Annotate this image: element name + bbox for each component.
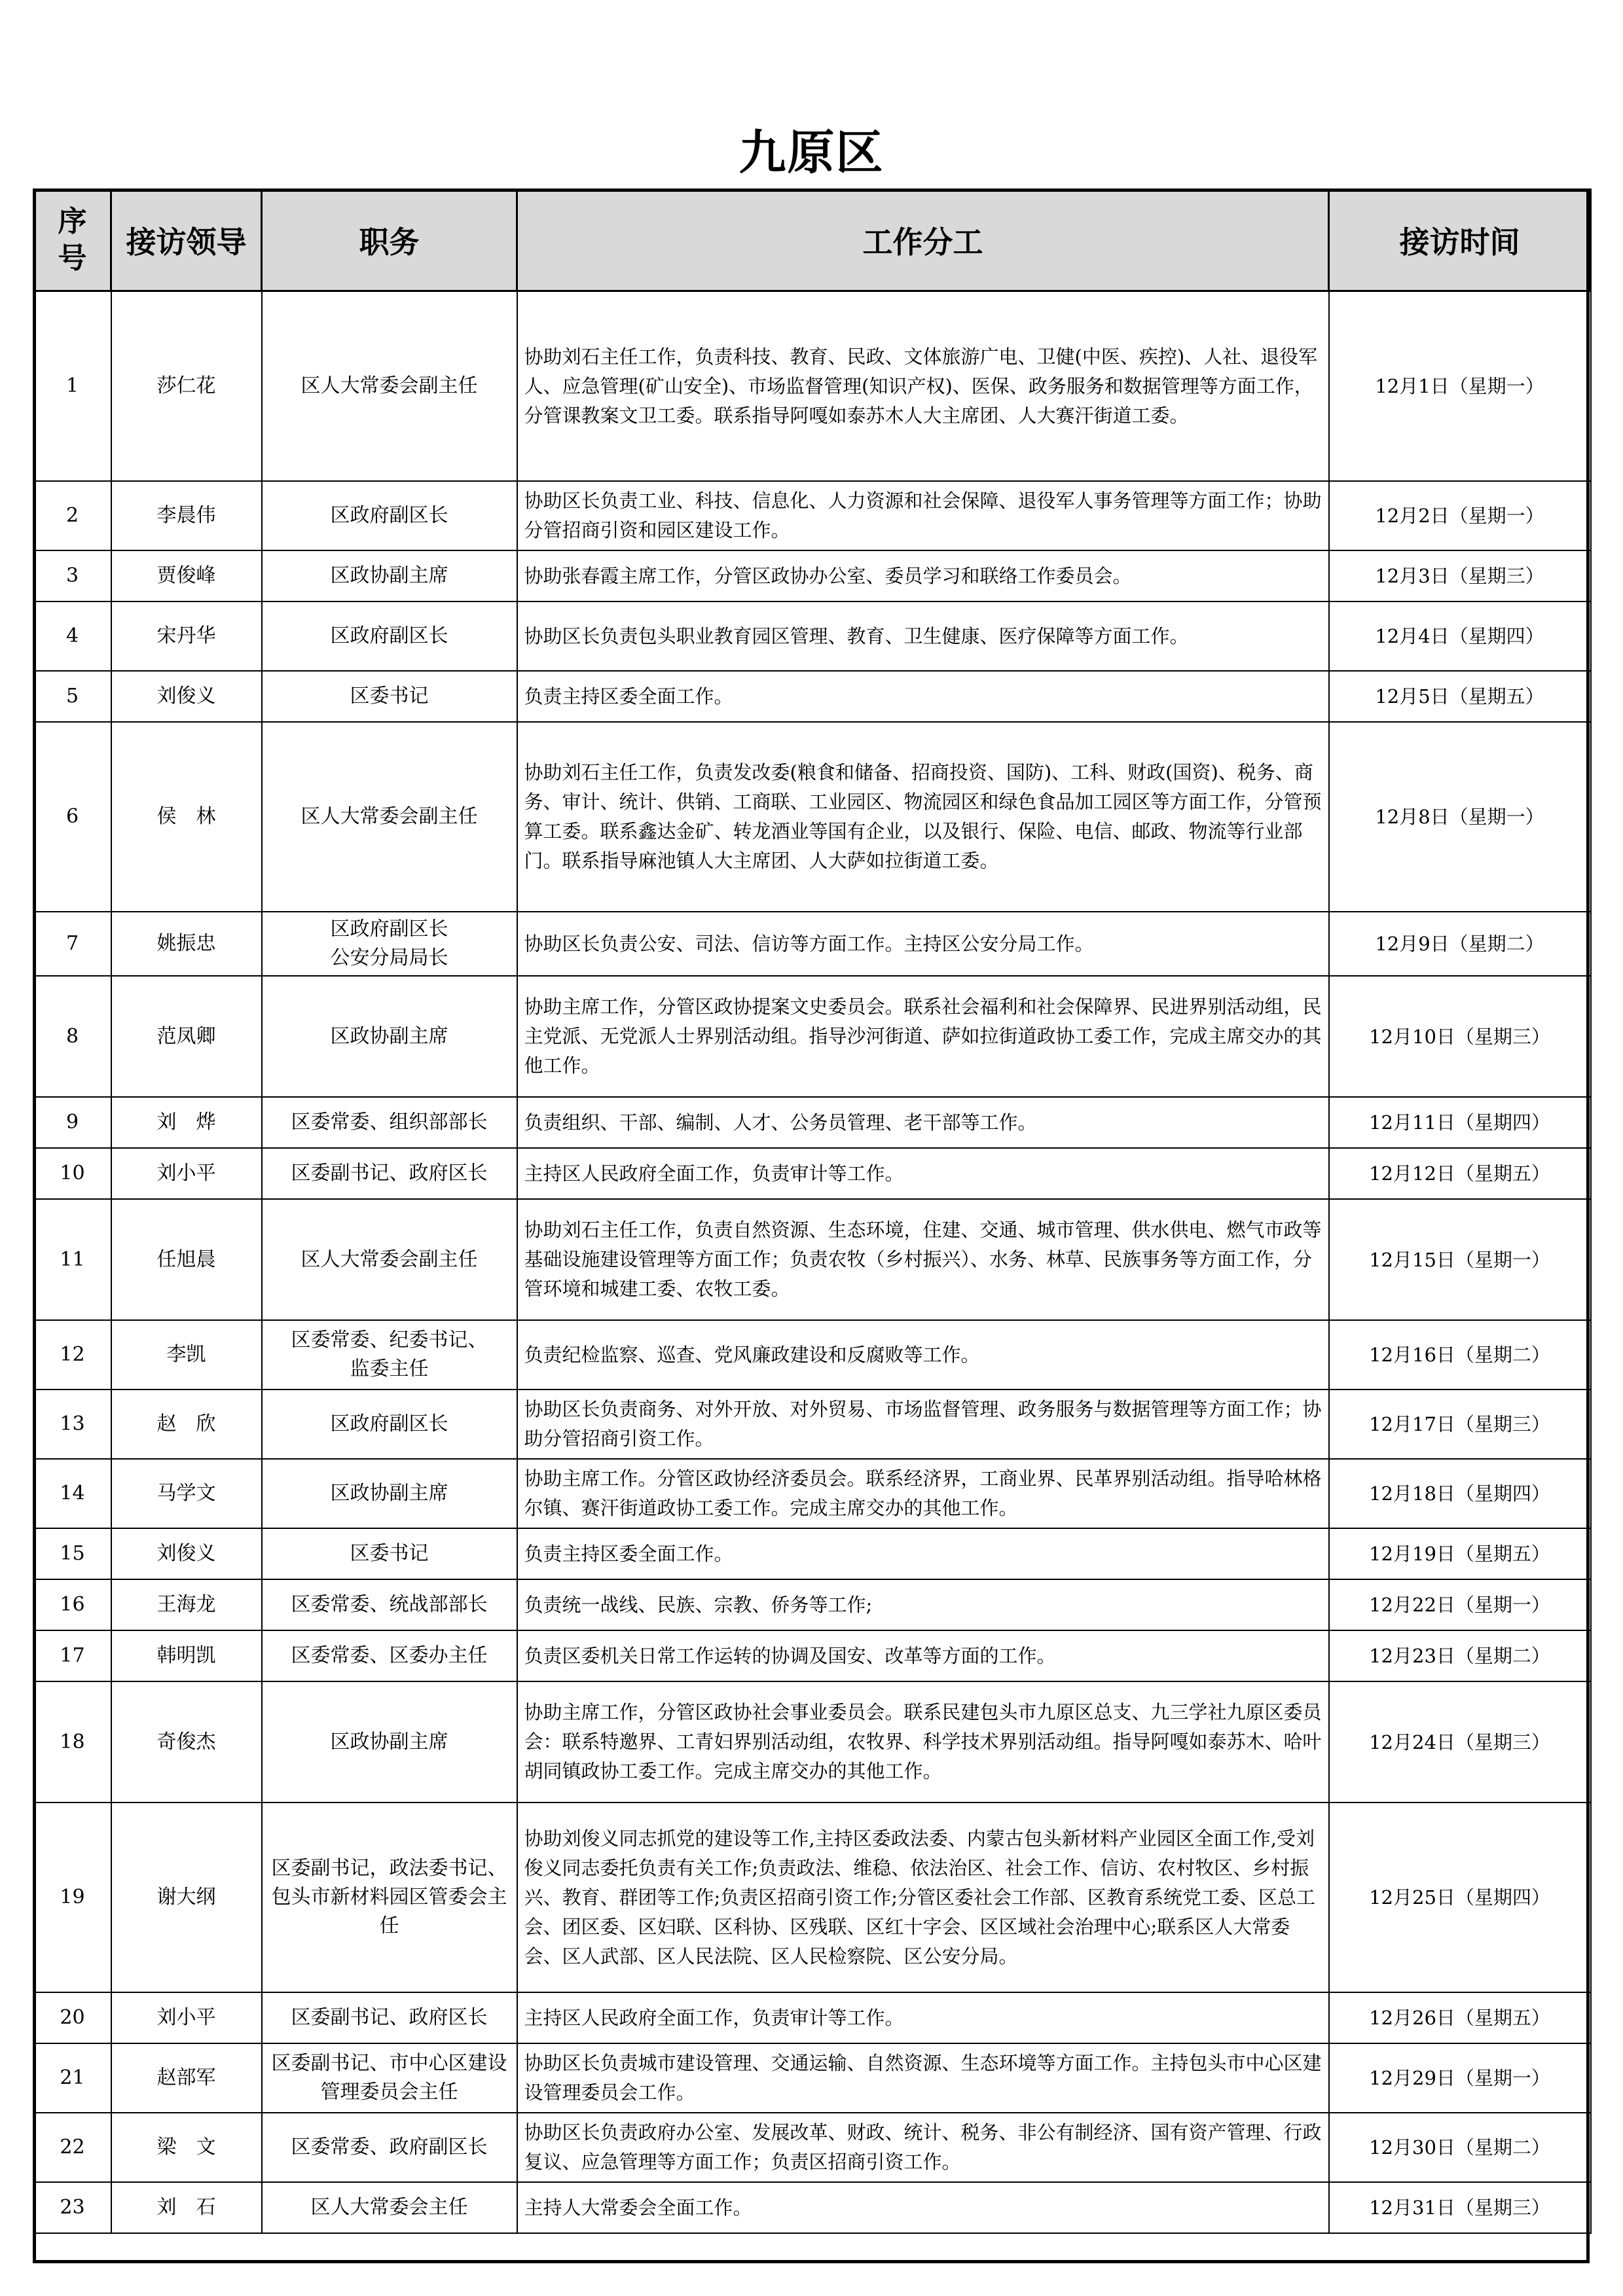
cell-time: 12月31日（星期三）	[1329, 2182, 1591, 2233]
cell-leader: 韩明凯	[111, 1630, 262, 1681]
cell-leader: 奇俊杰	[111, 1681, 262, 1803]
header-seq: 序 号	[34, 190, 111, 291]
cell-seq: 20	[34, 1992, 111, 2043]
table-row	[34, 601, 1591, 671]
cell-seq: 13	[34, 1390, 111, 1459]
cell-seq: 22	[34, 2113, 111, 2182]
cell-time: 12月4日（星期四）	[1329, 601, 1591, 671]
cell-leader: 谢大纲	[111, 1803, 262, 1992]
cell-position: 区委副书记、政府区长	[262, 1992, 517, 2043]
table-row	[34, 1528, 1591, 1579]
reception-schedule-table	[33, 188, 1592, 2234]
cell-position: 区人大常委会副主任	[262, 291, 517, 482]
cell-seq: 3	[34, 550, 111, 601]
cell-leader: 任旭晨	[111, 1199, 262, 1320]
cell-leader: 刘小平	[111, 1992, 262, 2043]
cell-seq: 8	[34, 976, 111, 1097]
cell-duty: 协助刘石主任工作，负责自然资源、生态环境，住建、交通、城市管理、供水供电、燃气市政等基础设施建设管理等方面工作；负责农牧（乡村振兴）、水务、林草、民族事务等方面工作，分管环境和城建工委、农牧工委。	[517, 1199, 1329, 1320]
cell-position: 区人大常委会副主任	[262, 1199, 517, 1320]
table-row	[34, 550, 1591, 601]
cell-seq: 14	[34, 1459, 111, 1528]
cell-position: 区政协副主席	[262, 976, 517, 1097]
cell-leader: 贾俊峰	[111, 550, 262, 601]
cell-leader: 姚振忠	[111, 912, 262, 976]
cell-position: 区政府副区长	[262, 481, 517, 550]
cell-duty: 主持区人民政府全面工作，负责审计等工作。	[517, 1148, 1329, 1199]
cell-duty: 协助区长负责公安、司法、信访等方面工作。主持区公安分局工作。	[517, 912, 1329, 976]
cell-time: 12月11日（星期四）	[1329, 1097, 1591, 1148]
table-row	[34, 2182, 1591, 2233]
cell-seq: 7	[34, 912, 111, 976]
cell-seq: 17	[34, 1630, 111, 1681]
cell-position: 区政协副主席	[262, 550, 517, 601]
cell-duty: 负责主持区委全面工作。	[517, 1528, 1329, 1579]
cell-time: 12月10日（星期三）	[1329, 976, 1591, 1097]
cell-position: 区人大常委会主任	[262, 2182, 517, 2233]
cell-position: 区人大常委会副主任	[262, 722, 517, 912]
table-row	[34, 976, 1591, 1097]
table-row	[34, 1148, 1591, 1199]
table-row	[34, 2043, 1591, 2113]
cell-position: 区政府副区长	[262, 1390, 517, 1459]
cell-time: 12月15日（星期一）	[1329, 1199, 1591, 1320]
cell-leader: 赵部军	[111, 2043, 262, 2113]
cell-leader: 刘 烨	[111, 1097, 262, 1148]
cell-position: 区政协副主席	[262, 1459, 517, 1528]
cell-duty: 主持区人民政府全面工作，负责审计等工作。	[517, 1992, 1329, 2043]
cell-seq: 12	[34, 1320, 111, 1390]
cell-leader: 李晨伟	[111, 481, 262, 550]
cell-duty: 负责主持区委全面工作。	[517, 671, 1329, 722]
cell-seq: 16	[34, 1579, 111, 1630]
cell-position: 区委常委、政府副区长	[262, 2113, 517, 2182]
table-row	[34, 671, 1591, 722]
table-row	[34, 1630, 1591, 1681]
table-row	[34, 1320, 1591, 1390]
cell-duty: 协助刘石主任工作，负责科技、教育、民政、文体旅游广电、卫健(中医、疾控)、人社、退役军人、应急管理(矿山安全)、市场监督管理(知识产权)、医保、政务服务和数据管理等方面工作，分管课教案文卫工委。联系指导阿嘎如泰苏木人大主席团、人大赛汗街道工委。	[517, 291, 1329, 482]
header-leader: 接访领导	[111, 190, 262, 291]
cell-position: 区委常委、区委办主任	[262, 1630, 517, 1681]
cell-duty: 主持人大常委会全面工作。	[517, 2182, 1329, 2233]
cell-time: 12月16日（星期二）	[1329, 1320, 1591, 1390]
cell-duty: 协助区长负责城市建设管理、交通运输、自然资源、生态环境等方面工作。主持包头市中心区建设管理委员会工作。	[517, 2043, 1329, 2113]
cell-leader: 马学文	[111, 1459, 262, 1528]
cell-time: 12月12日（星期五）	[1329, 1148, 1591, 1199]
cell-seq: 23	[34, 2182, 111, 2233]
cell-leader: 梁 文	[111, 2113, 262, 2182]
cell-position: 区委书记	[262, 1528, 517, 1579]
cell-duty: 协助区长负责商务、对外开放、对外贸易、市场监督管理、政务服务与数据管理等方面工作；协助分管招商引资工作。	[517, 1390, 1329, 1459]
cell-seq: 18	[34, 1681, 111, 1803]
cell-seq: 11	[34, 1199, 111, 1320]
cell-seq: 15	[34, 1528, 111, 1579]
cell-seq: 10	[34, 1148, 111, 1199]
cell-leader: 刘 石	[111, 2182, 262, 2233]
table-row	[34, 481, 1591, 550]
cell-seq: 4	[34, 601, 111, 671]
table-row	[34, 1459, 1591, 1528]
table-header-row	[34, 190, 1591, 291]
cell-time: 12月19日（星期五）	[1329, 1528, 1591, 1579]
cell-time: 12月3日（星期三）	[1329, 550, 1591, 601]
cell-time: 12月17日（星期三）	[1329, 1390, 1591, 1459]
header-time: 接访时间	[1329, 190, 1591, 291]
cell-seq: 21	[34, 2043, 111, 2113]
page-title: 九原区	[739, 124, 884, 180]
cell-position: 区委副书记，政法委书记、包头市新材料园区管委会主任	[262, 1803, 517, 1992]
cell-leader: 莎仁花	[111, 291, 262, 482]
cell-time: 12月9日（星期二）	[1329, 912, 1591, 976]
cell-time: 12月23日（星期二）	[1329, 1630, 1591, 1681]
cell-time: 12月5日（星期五）	[1329, 671, 1591, 722]
cell-leader: 刘俊义	[111, 1528, 262, 1579]
cell-seq: 19	[34, 1803, 111, 1992]
cell-duty: 负责纪检监察、巡查、党风廉政建设和反腐败等工作。	[517, 1320, 1329, 1390]
table-row	[34, 1803, 1591, 1992]
cell-position: 区政府副区长 公安分局局长	[262, 912, 517, 976]
cell-time: 12月30日（星期二）	[1329, 2113, 1591, 2182]
cell-time: 12月1日（星期一）	[1329, 291, 1591, 482]
cell-position: 区委常委、统战部部长	[262, 1579, 517, 1630]
cell-duty: 负责统一战线、民族、宗教、侨务等工作;	[517, 1579, 1329, 1630]
cell-position: 区委副书记、市中心区建设管理委员会主任	[262, 2043, 517, 2113]
cell-leader: 范凤卿	[111, 976, 262, 1097]
table-row	[34, 912, 1591, 976]
cell-duty: 协助区长负责工业、科技、信息化、人力资源和社会保障、退役军人事务管理等方面工作；协助分管招商引资和园区建设工作。	[517, 481, 1329, 550]
cell-duty: 协助张春霞主席工作，分管区政协办公室、委员学习和联络工作委员会。	[517, 550, 1329, 601]
cell-position: 区委常委、组织部部长	[262, 1097, 517, 1148]
cell-duty: 协助主席工作，分管区政协社会事业委员会。联系民建包头市九原区总支、九三学社九原区委员会：联系特邀界、工青妇界别活动组，农牧界、科学技术界别活动组。指导阿嘎如泰苏木、哈叶胡同镇政协工委工作。完成主席交办的其他工作。	[517, 1681, 1329, 1803]
table-row	[34, 1199, 1591, 1320]
cell-seq: 1	[34, 291, 111, 482]
cell-leader: 宋丹华	[111, 601, 262, 671]
cell-duty: 协助刘俊义同志抓党的建设等工作,主持区委政法委、内蒙古包头新材料产业园区全面工作,受刘俊义同志委托负责有关工作;负责政法、维稳、依法治区、社会工作、信访、农村牧区、乡村振兴、教育、群团等工作;负责区招商引资工作;分管区委社会工作部、区教育系统党工委、区总工会、团区委、区妇联、区科协、区残联、区红十字会、区区域社会治理中心;联系区人大常委会、区人武部、区人民法院、区人民检察院、区公安分局。	[517, 1803, 1329, 1992]
table-row	[34, 1579, 1591, 1630]
cell-time: 12月24日（星期三）	[1329, 1681, 1591, 1803]
cell-seq: 5	[34, 671, 111, 722]
cell-time: 12月29日（星期一）	[1329, 2043, 1591, 2113]
cell-seq: 2	[34, 481, 111, 550]
table-row	[34, 1097, 1591, 1148]
table-row	[34, 1681, 1591, 1803]
cell-leader: 赵 欣	[111, 1390, 262, 1459]
cell-duty: 协助主席工作，分管区政协提案文史委员会。联系社会福利和社会保障界、民进界别活动组，民主党派、无党派人士界别活动组。指导沙河街道、萨如拉街道政协工委工作，完成主席交办的其他工作。	[517, 976, 1329, 1097]
table-row	[34, 291, 1591, 482]
cell-duty: 协助刘石主任工作，负责发改委(粮食和储备、招商投资、国防)、工科、财政(国资)、税务、商务、审计、统计、供销、工商联、工业园区、物流园区和绿色食品加工园区等方面工作，分管预算工委。联系鑫达金矿、转龙酒业等国有企业，以及银行、保险、电信、邮政、物流等行业部门。联系指导麻池镇人大主席团、人大萨如拉街道工委。	[517, 722, 1329, 912]
cell-leader: 刘小平	[111, 1148, 262, 1199]
table-row	[34, 1992, 1591, 2043]
cell-duty: 协助主席工作。分管区政协经济委员会。联系经济界，工商业界、民革界别活动组。指导哈林格尔镇、赛汗街道政协工委工作。完成主席交办的其他工作。	[517, 1459, 1329, 1528]
cell-time: 12月26日（星期五）	[1329, 1992, 1591, 2043]
cell-duty: 负责区委机关日常工作运转的协调及国安、改革等方面的工作。	[517, 1630, 1329, 1681]
cell-leader: 李凯	[111, 1320, 262, 1390]
cell-leader: 侯 林	[111, 722, 262, 912]
cell-time: 12月2日（星期一）	[1329, 481, 1591, 550]
header-duty: 工作分工	[517, 190, 1329, 291]
cell-time: 12月18日（星期四）	[1329, 1459, 1591, 1528]
cell-leader: 刘俊义	[111, 671, 262, 722]
table-row	[34, 2113, 1591, 2182]
cell-time: 12月8日（星期一）	[1329, 722, 1591, 912]
cell-leader: 王海龙	[111, 1579, 262, 1630]
cell-seq: 9	[34, 1097, 111, 1148]
table-row	[34, 722, 1591, 912]
cell-position: 区政府副区长	[262, 601, 517, 671]
cell-position: 区委常委、纪委书记、 监委主任	[262, 1320, 517, 1390]
cell-time: 12月22日（星期一）	[1329, 1579, 1591, 1630]
header-position: 职务	[262, 190, 517, 291]
cell-duty: 协助区长负责政府办公室、发展改革、财政、统计、税务、非公有制经济、国有资产管理、行政复议、应急管理等方面工作；负责区招商引资工作。	[517, 2113, 1329, 2182]
cell-duty: 协助区长负责包头职业教育园区管理、教育、卫生健康、医疗保障等方面工作。	[517, 601, 1329, 671]
cell-time: 12月25日（星期四）	[1329, 1803, 1591, 1992]
cell-position: 区政协副主席	[262, 1681, 517, 1803]
cell-duty: 负责组织、干部、编制、人才、公务员管理、老干部等工作。	[517, 1097, 1329, 1148]
cell-position: 区委副书记、政府区长	[262, 1148, 517, 1199]
table-row	[34, 1390, 1591, 1459]
cell-position: 区委书记	[262, 671, 517, 722]
cell-seq: 6	[34, 722, 111, 912]
